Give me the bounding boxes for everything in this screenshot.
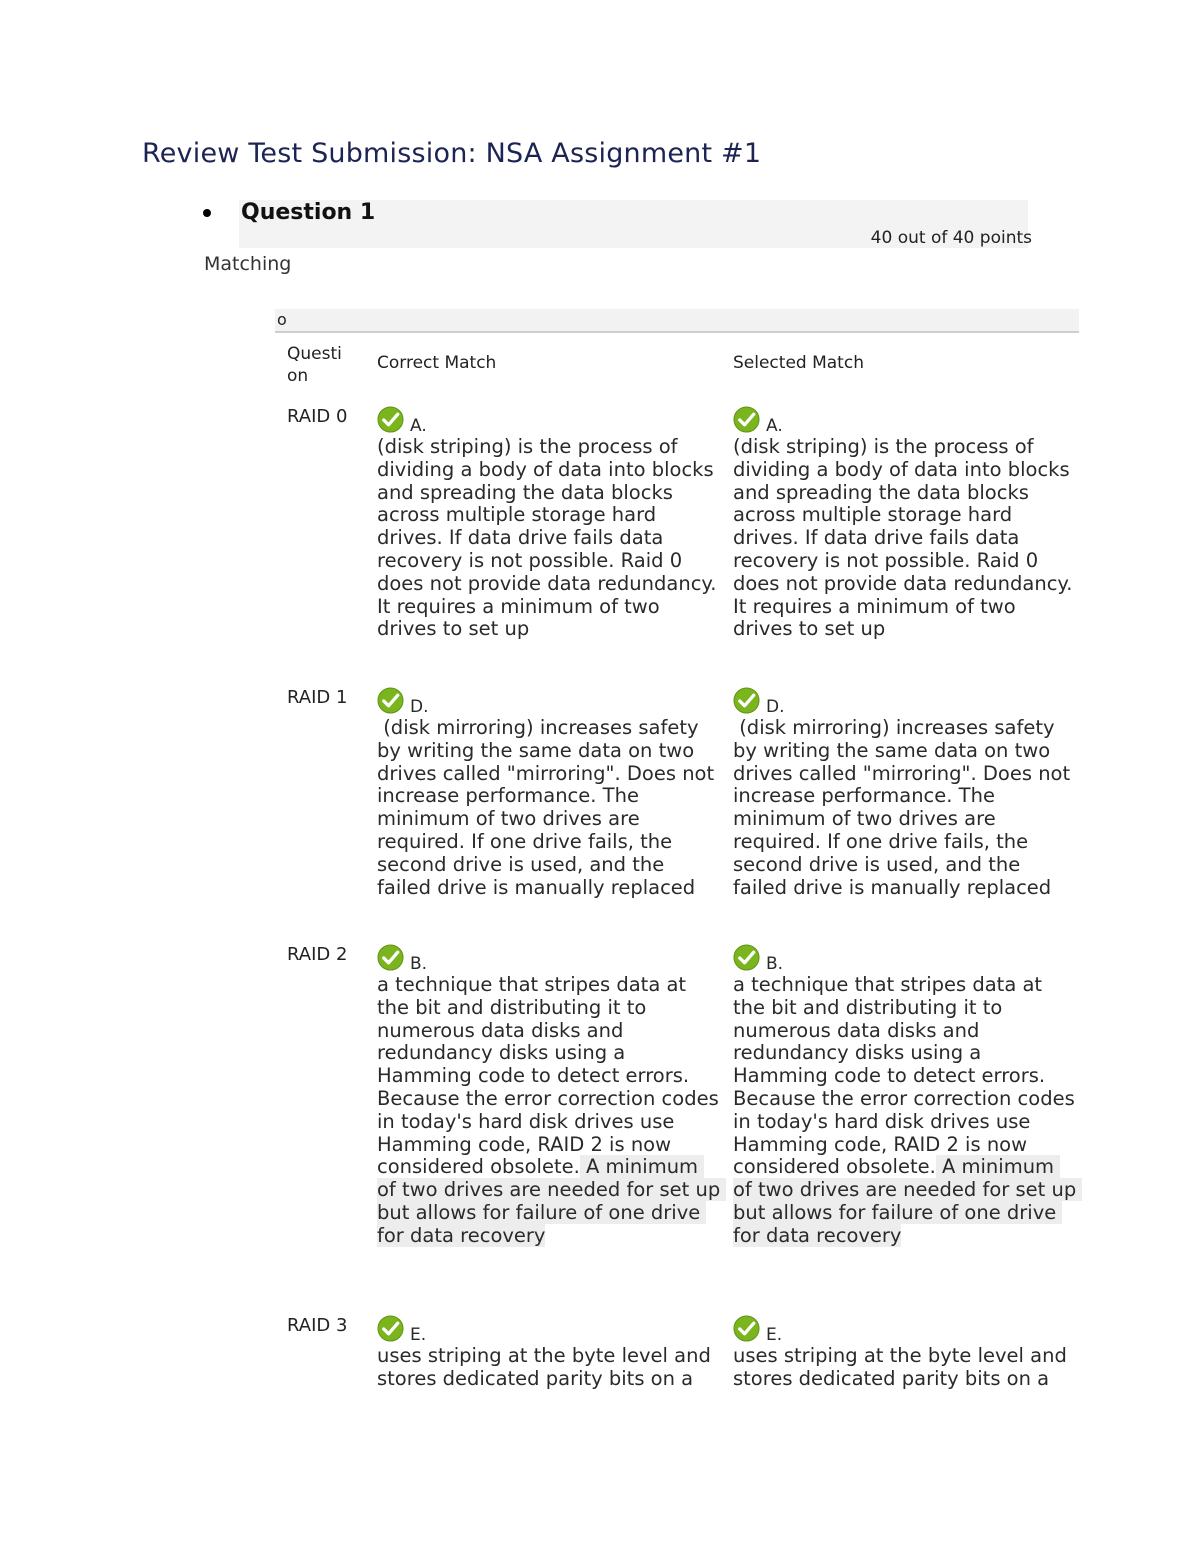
answer-text: (disk mirroring) increases safety by writing the same data on two drives called "mirroring". Does not increase performance. The minimum of two drives are required. If one drive fails, the second drive is used, and the failed drive is manually replaced [377,716,721,899]
answer-letter: B. [766,954,784,974]
check-circle-icon [377,944,404,971]
answer-letter: E. [410,1325,427,1345]
selected-match-raid-1 [733,687,1078,899]
answer-text: uses striping at the byte level and stores dedicated parity bits on a [377,1344,711,1390]
answer-letter: E. [766,1325,783,1345]
bullet-icon [203,209,211,217]
question-points: 40 out of 40 points [870,228,1032,248]
answer-text-main: a technique that stripes data at the bit and distributing it to numerous data disks and redundancy disks using a Hamming code to detect errors. Because the error correction codes in today's hard disk drives use Hamming code, RAID 2 is now considered obsolete. [377,973,725,1179]
selected-match-raid-3 [733,1315,1078,1391]
correct-match-raid-0 [377,406,722,641]
check-circle-icon [377,687,404,714]
check-circle-icon [733,944,760,971]
answer-letter: D. [410,697,429,717]
selected-match-raid-0 [733,406,1078,641]
check-circle-icon [733,1315,760,1342]
column-header-correct-match: Correct Match [377,353,497,373]
question-type: Matching [204,253,292,275]
check-circle-icon [377,1315,404,1342]
column-header-question: Questi on [287,344,342,386]
selected-match-raid-2 [733,944,1083,1248]
answer-letter: A. [766,416,783,436]
check-circle-icon [733,687,760,714]
answer-text-highlight: A minimum of two drives are needed for set up but allows for failure of one drive for data recovery [733,1155,1083,1247]
answer-text-main: a technique that stripes data at the bit and distributing it to numerous data disks and redundancy disks using a Hamming code to detect errors. Because the error correction codes in today's hard disk drives use Hamming code, RAID 2 is now considered obsolete. [733,973,1081,1179]
answer-letter: B. [410,954,428,974]
check-circle-icon [377,406,404,433]
row-label-raid-3: RAID 3 [287,1315,348,1336]
answer-text: uses striping at the byte level and stores dedicated parity bits on a [733,1344,1067,1390]
correct-match-raid-1 [377,687,722,899]
answer-text-highlight: A minimum of two drives are needed for set up but allows for failure of one drive for data recovery [377,1155,727,1247]
answer-letter: D. [766,697,785,717]
answer-header-bar [275,309,1079,333]
answer-text: (disk striping) is the process of dividing a body of data into blocks and spreading the data blocks across multiple storage hard drives. If data drive fails data recovery is not possible. Raid 0 does not provide data redundancy. It requires a minimum of two drives to set up [377,435,717,641]
check-circle-icon [733,406,760,433]
page-title: Review Test Submission: NSA Assignment #1 [142,138,762,169]
row-label-raid-1: RAID 1 [287,687,348,708]
question-title: Question 1 [241,200,376,225]
answer-letter: A. [410,416,427,436]
correct-match-raid-2 [377,944,727,1248]
correct-match-raid-3 [377,1315,722,1391]
answer-text: (disk mirroring) increases safety by writing the same data on two drives called "mirroring". Does not increase performance. The minimum of two drives are required. If one drive fails, the second drive is used, and the failed drive is manually replaced [733,716,1077,899]
row-label-raid-0: RAID 0 [287,406,348,427]
answer-text: (disk striping) is the process of dividing a body of data into blocks and spreading the data blocks across multiple storage hard drives. If data drive fails data recovery is not possible. Raid 0 does not provide data redundancy. It requires a minimum of two drives to set up [733,435,1073,641]
list-marker: o [277,310,287,329]
column-header-selected-match: Selected Match [733,353,864,373]
answer-text [377,973,727,1248]
answer-text [733,973,1083,1248]
row-label-raid-2: RAID 2 [287,944,348,965]
